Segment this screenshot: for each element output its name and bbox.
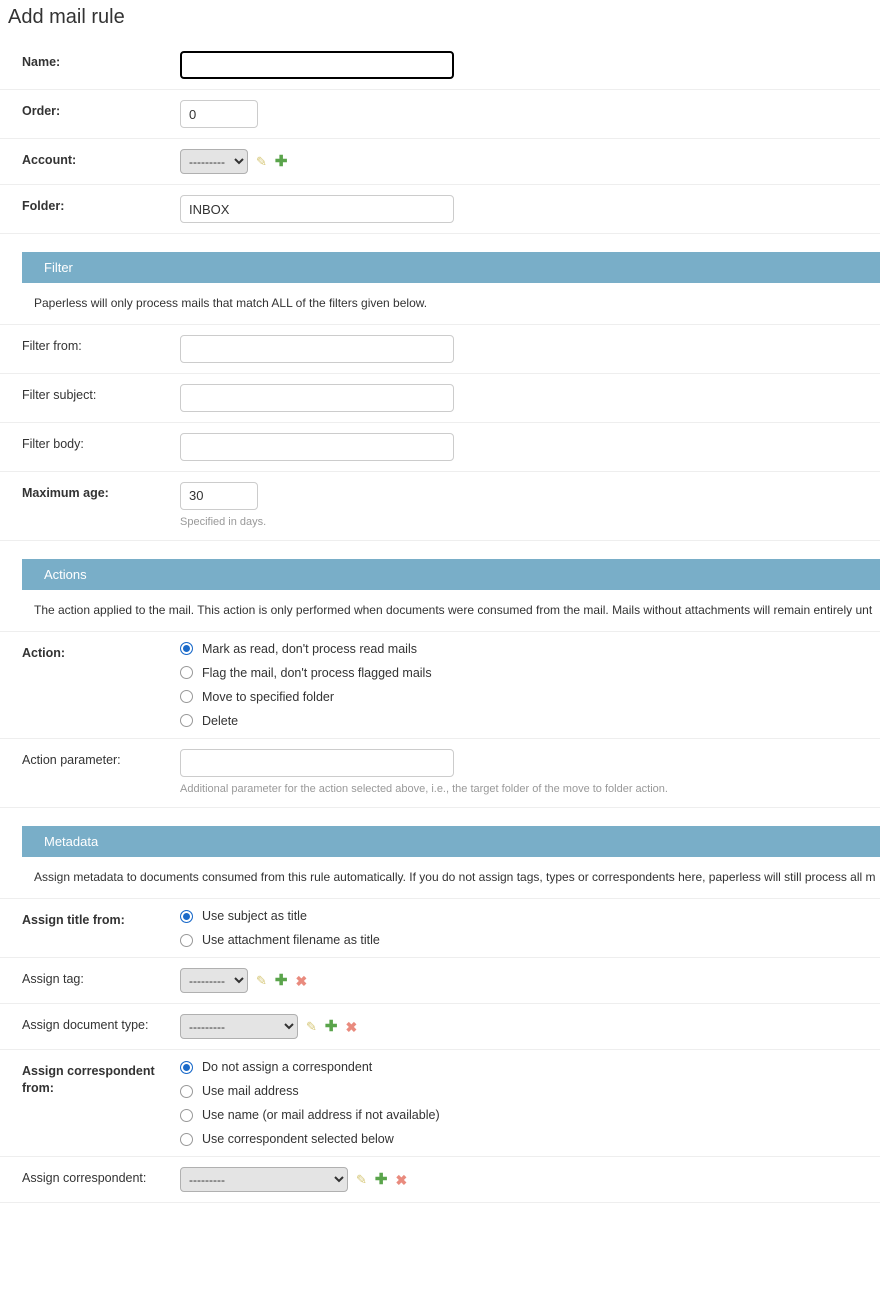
correspondent-option-label: Use name (or mail address if not available) — [202, 1108, 440, 1123]
filter-subject-input[interactable] — [180, 384, 454, 412]
form-row-assign-tag — [0, 958, 880, 1004]
edit-icon[interactable]: ✎ — [306, 1019, 317, 1035]
assign-title-from-radio-group — [180, 909, 880, 947]
correspondent-option-selected-below[interactable] — [180, 1132, 880, 1146]
assign-correspondent-from-options-wrapper — [180, 1060, 880, 1146]
folder-label: Folder: — [22, 199, 65, 213]
maximum-age-input[interactable] — [180, 482, 258, 510]
add-icon[interactable]: ✚ — [324, 1018, 338, 1036]
action-parameter-input[interactable] — [180, 749, 454, 777]
action-option-label: Flag the mail, don't process flagged mails — [202, 665, 432, 680]
account-field-wrapper — [180, 149, 880, 174]
form-row-assign-correspondent — [0, 1157, 880, 1203]
radio-icon[interactable] — [180, 934, 193, 947]
remove-icon[interactable]: ✖ — [345, 1018, 358, 1035]
filter-section-header: Filter — [22, 252, 880, 283]
form-row-action-parameter — [0, 739, 880, 808]
form-row-action — [0, 632, 880, 739]
filter-subject-field-wrapper — [180, 384, 880, 412]
radio-icon[interactable] — [180, 1109, 193, 1122]
assign-correspondent-field-wrapper — [180, 1167, 880, 1192]
filter-from-input[interactable] — [180, 335, 454, 363]
correspondent-option-none[interactable] — [180, 1060, 880, 1074]
action-option-label: Move to specified folder — [202, 689, 335, 704]
assign-tag-tools — [256, 973, 307, 988]
edit-icon[interactable]: ✎ — [256, 154, 267, 169]
edit-icon[interactable]: ✎ — [356, 1172, 367, 1188]
assign-title-option-label: Use attachment filename as title — [202, 933, 380, 948]
actions-section-header: Actions — [22, 559, 880, 590]
assign-title-option-subject[interactable] — [180, 909, 880, 923]
correspondent-option-name-or-mail[interactable] — [180, 1108, 880, 1122]
assign-document-type-tools — [306, 1019, 357, 1034]
metadata-section-description: Assign metadata to documents consumed from this rule automatically. If you do not assign tags, types or correspondents here, paperless will still process all m — [0, 857, 880, 899]
action-option-mark-as-read[interactable] — [180, 642, 880, 656]
action-options-wrapper — [180, 642, 880, 728]
order-field-wrapper — [180, 100, 880, 128]
filter-section — [0, 252, 880, 541]
form-row-assign-correspondent-from — [0, 1050, 880, 1157]
filter-from-label: Filter from: — [22, 338, 82, 353]
assign-document-type-select[interactable] — [180, 1014, 298, 1039]
order-label: Order: — [22, 104, 61, 118]
name-field-wrapper — [180, 51, 880, 79]
filter-body-field-wrapper — [180, 433, 880, 461]
assign-tag-label: Assign tag: — [22, 972, 84, 987]
form-row-order — [0, 90, 880, 139]
form-row-filter-body — [0, 423, 880, 472]
account-label: Account: — [22, 153, 77, 167]
correspondent-option-mail-address[interactable] — [180, 1084, 880, 1098]
correspondent-option-label: Do not assign a correspondent — [202, 1060, 373, 1075]
assign-title-from-label: Assign title from: — [22, 913, 125, 928]
action-parameter-help: Additional parameter for the action selected above, i.e., the target folder of the move to folder action. — [180, 782, 668, 795]
remove-icon[interactable]: ✖ — [295, 972, 308, 989]
edit-icon[interactable]: ✎ — [256, 973, 267, 989]
action-option-move-to-folder[interactable] — [180, 690, 880, 704]
maximum-age-help: Specified in days. — [180, 515, 267, 528]
assign-correspondent-tools — [356, 1172, 407, 1187]
radio-icon[interactable] — [180, 714, 193, 727]
assign-title-option-label: Use subject as title — [202, 909, 307, 924]
filter-body-label: Filter body: — [22, 436, 84, 451]
maximum-age-field-wrapper — [180, 482, 880, 530]
action-option-label: Delete — [202, 713, 239, 728]
assign-title-from-options-wrapper — [180, 909, 880, 947]
form-row-assign-title-from — [0, 899, 880, 958]
folder-input[interactable] — [180, 195, 454, 223]
form-row-folder — [0, 185, 880, 234]
maximum-age-label: Maximum age: — [22, 485, 109, 500]
folder-field-wrapper — [180, 195, 880, 223]
radio-icon[interactable] — [180, 1061, 193, 1074]
actions-section-description: The action applied to the mail. This action is only performed when documents were consumed from the mail. Mails without attachments will remain entirely unt — [0, 590, 880, 632]
correspondent-option-label: Use correspondent selected below — [202, 1132, 394, 1147]
filter-from-field-wrapper — [180, 335, 880, 363]
radio-icon[interactable] — [180, 690, 193, 703]
radio-icon[interactable] — [180, 1085, 193, 1098]
metadata-section — [0, 826, 880, 1203]
action-option-flag-mail[interactable] — [180, 666, 880, 680]
correspondent-option-label: Use mail address — [202, 1084, 299, 1099]
action-label: Action: — [22, 645, 66, 660]
assign-tag-field-wrapper — [180, 968, 880, 993]
filter-subject-label: Filter subject: — [22, 387, 97, 402]
account-select[interactable] — [180, 149, 248, 174]
account-tools — [256, 154, 287, 169]
assign-title-option-filename[interactable] — [180, 933, 880, 947]
radio-icon[interactable] — [180, 666, 193, 679]
form-row-filter-subject — [0, 374, 880, 423]
form-row-assign-document-type — [0, 1004, 880, 1050]
action-option-delete[interactable] — [180, 714, 880, 728]
assign-correspondent-from-radio-group — [180, 1060, 880, 1146]
action-parameter-label: Action parameter: — [22, 752, 121, 767]
assign-correspondent-from-label: Assign correspondent from: — [22, 1064, 155, 1096]
radio-icon[interactable] — [180, 910, 193, 923]
metadata-section-header: Metadata — [22, 826, 880, 857]
action-radio-group — [180, 642, 880, 728]
assign-correspondent-label: Assign correspondent: — [22, 1171, 147, 1186]
assign-document-type-field-wrapper — [180, 1014, 880, 1039]
action-option-label: Mark as read, don't process read mails — [202, 641, 417, 656]
add-icon[interactable]: ✚ — [274, 153, 288, 170]
name-label: Name: — [22, 55, 61, 69]
filter-body-input[interactable] — [180, 433, 454, 461]
assign-correspondent-select[interactable] — [180, 1167, 348, 1192]
add-icon[interactable]: ✚ — [274, 972, 288, 990]
add-icon[interactable]: ✚ — [374, 1171, 388, 1189]
name-input[interactable] — [180, 51, 454, 79]
action-parameter-field-wrapper — [180, 749, 880, 797]
order-input[interactable] — [180, 100, 258, 128]
form-row-name — [0, 41, 880, 90]
remove-icon[interactable]: ✖ — [395, 1171, 408, 1188]
radio-icon[interactable] — [180, 1133, 193, 1146]
page-title: Add mail rule — [8, 6, 125, 28]
form-row-maximum-age — [0, 472, 880, 541]
assign-tag-select[interactable] — [180, 968, 248, 993]
filter-section-description: Paperless will only process mails that match ALL of the filters given below. — [0, 283, 880, 325]
form-row-account — [0, 139, 880, 185]
form-row-filter-from — [0, 325, 880, 374]
radio-icon[interactable] — [180, 642, 193, 655]
assign-document-type-label: Assign document type: — [22, 1018, 149, 1033]
actions-section — [0, 559, 880, 808]
